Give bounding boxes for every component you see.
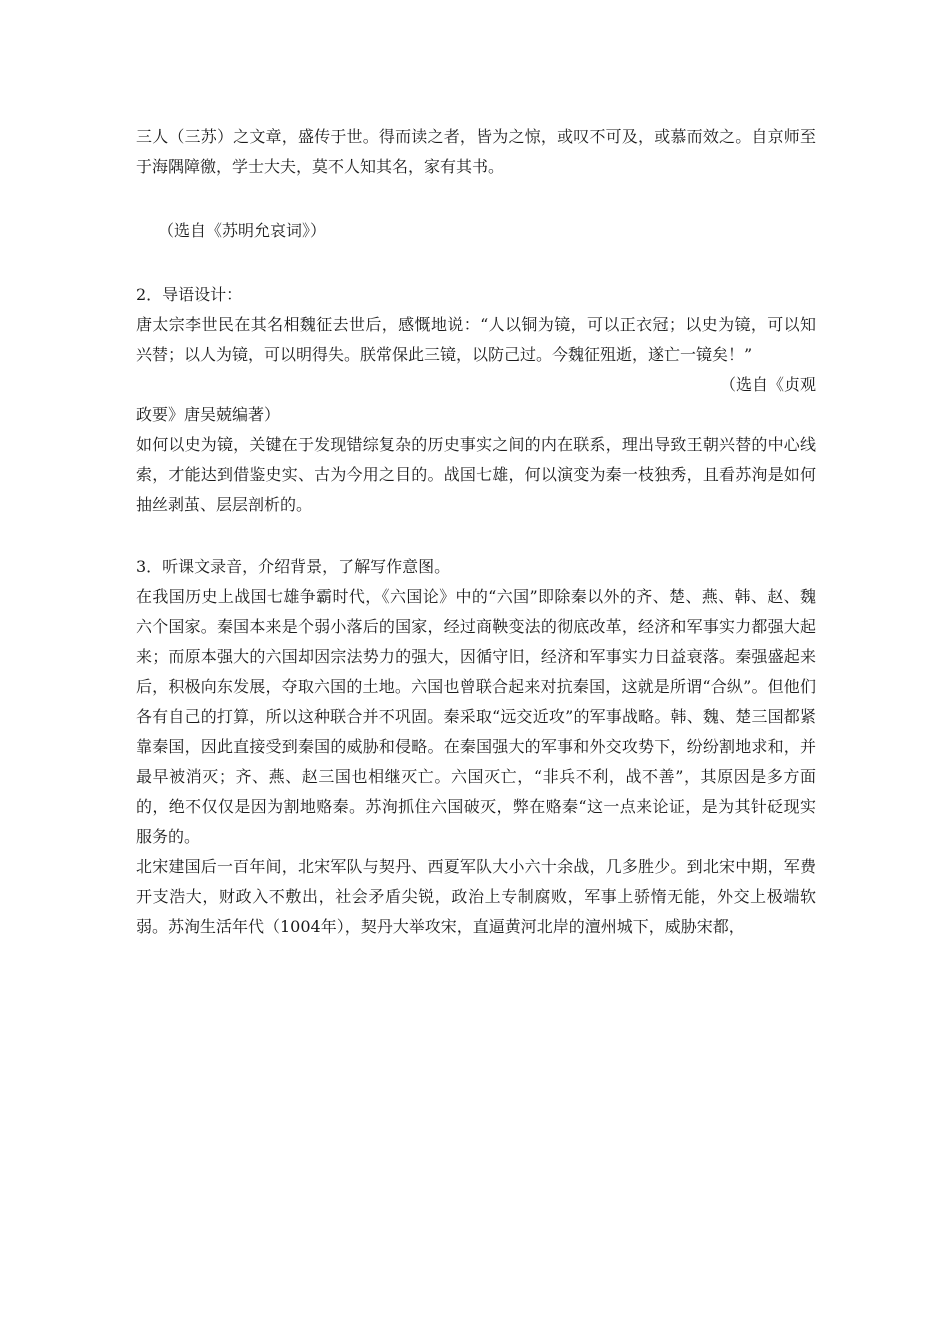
paragraph-six-states-background: 在我国历史上战国七雄争霸时代，《六国论》中的“六国”即除秦以外的齐、楚、燕、韩、赵、魏六个国家。秦国本来是个弱小落后的国家，经过商鞅变法的彻底改革，经济和军事实力都强大起来；而原本强大的六国却因宗法势力的强大，因循守旧，经济和军事实力日益衰落。秦强盛起来后，积极向东发展，夺取六国的土地。六国也曾联合起来对抗秦国，这就是所谓“合纵”。但他们各有自己的打算，所以这种联合并不巩固。秦采取“远交近攻”的军事战略。韩、魏、楚三国都紧靠秦国，因此直接受到秦国的威胁和侵略。在秦国强大的军事和外交攻势下，纷纷割地求和，并最早被消灭；齐、燕、赵三国也相继灭亡。六国灭亡，“非兵不利，战不善”，其原因是多方面的，绝不仅仅是因为割地赂秦。苏洵抓住六国破灭，弊在赂秦“这一点来论证，是为其针砭现实服务的。	[136, 587, 816, 846]
paragraph-sansu-fame: 三人（三苏）之文章，盛传于世。得而读之者，皆为之惊，或叹不可及，或慕而效之。自京师至于海隅障徼，学士大夫，莫不人知其名，家有其书。	[136, 127, 816, 176]
paragraph-northern-song-background: 北宋建国后一百年间，北宋军队与契丹、西夏军队大小六十余战，几多胜少。到北宋中期，军费开支浩大，财政入不敷出，社会矛盾尖锐，政治上专制腐败，军事上骄惰无能，外交上极端软弱。苏洵生活年代（1004年），契丹大举攻宋，直逼黄河北岸的澶州城下，威胁宋都，	[136, 857, 816, 936]
source-citation-aici: （选自《苏明允哀词》）	[158, 221, 327, 240]
paragraph-tang-taizong-quote: 唐太宗李世民在其名相魏征去世后，感慨地说：“人以铜为镜，可以正衣冠；以史为镜，可以知兴替；以人为镜，可以明得失。朕常保此三镜，以防己过。今魏征殂逝，遂亡一镜矣！”	[136, 315, 816, 364]
source-citation-zhenguan-a: （选自《贞观	[719, 375, 816, 394]
paragraph-history-mirror: 如何以史为镜，关键在于发现错综复杂的历史事实之间的内在联系，理出导致王朝兴替的中心线索，才能达到借鉴史实、古为今用之目的。战国七雄，何以演变为秦一枝独秀，且看苏洵是如何抽丝剥茧、层层剖析的。	[136, 435, 816, 514]
section-heading-intro-design: 2．导语设计：	[136, 285, 243, 304]
source-citation-zhenguan-b: 政要》唐吴兢编著）	[136, 405, 281, 424]
document-body	[136, 122, 816, 942]
section-heading-background: 3．听课文录音，介绍背景，了解写作意图。	[136, 557, 451, 576]
